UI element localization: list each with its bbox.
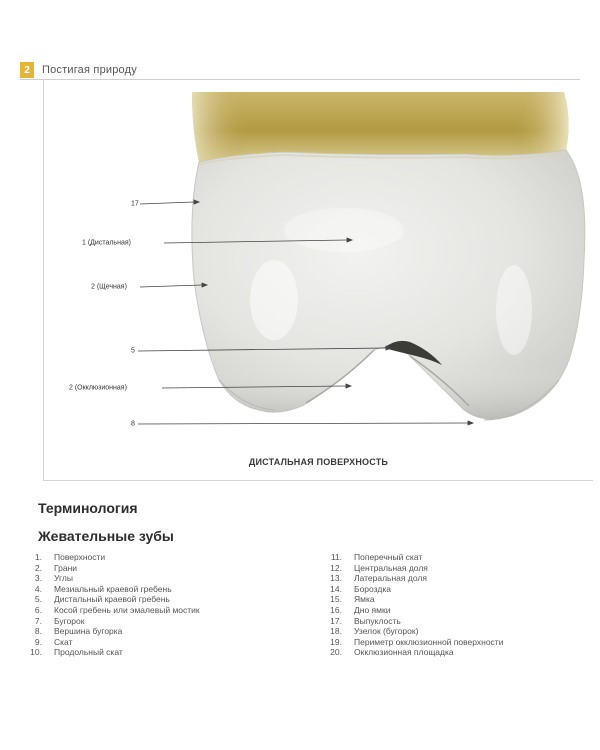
list-item: 5. Дистальный краевой гребень — [34, 594, 170, 605]
list-item: 17. Выпуклость — [330, 615, 401, 626]
running-title: Постигая природу — [42, 64, 137, 76]
tooth-illustration — [44, 80, 593, 480]
list-item: 19. Периметр окклюзионной поверхности — [330, 636, 504, 647]
callout-1-distal: 1 (Дистальная) — [82, 239, 131, 247]
section-subheading: Жевательные зубы — [38, 528, 174, 544]
terms-list-left — [20, 552, 200, 658]
list-item: 20. Окклюзионная площадка — [330, 647, 454, 658]
list-item: 8. Вершина бугорка — [34, 626, 123, 637]
section-heading: Терминология — [38, 500, 138, 516]
list-item: 11. Поперечный скат — [330, 552, 423, 562]
list-item: 9. Скат — [34, 636, 73, 647]
list-item: 14. Бороздка — [330, 583, 391, 594]
list-item: 7. Бугорок — [34, 615, 85, 626]
callout-2-buccal: 2 (Щечная) — [91, 283, 127, 291]
callout-8: 8 — [131, 420, 135, 428]
list-item: 18. Узелок (бугорок) — [330, 626, 419, 637]
list-item: 1. Поверхности — [34, 552, 106, 562]
list-item: 6. Косой гребень или эмалевый мостик — [34, 604, 200, 615]
list-item: 4. Мезиальный краевой гребень — [34, 583, 172, 594]
list-item: 2. Грани — [34, 562, 78, 573]
callout-17: 17 — [131, 200, 139, 208]
running-header — [20, 62, 580, 78]
callout-5: 5 — [131, 347, 135, 355]
callout-2-occlusal: 2 (Окклюзионная) — [69, 384, 127, 392]
list-item: 13. Латеральная доля — [330, 573, 427, 584]
list-item: 15. Ямка — [330, 594, 375, 605]
list-item: 16. Дно ямки — [330, 604, 391, 615]
tooth-figure — [43, 80, 593, 481]
list-item: 3. Углы — [34, 573, 74, 584]
list-item: 12. Центральная доля — [330, 562, 428, 573]
figure-caption: ДИСТАЛЬНАЯ ПОВЕРХНОСТЬ — [248, 457, 389, 467]
terms-list-right — [320, 552, 503, 658]
page-number: 2 — [20, 62, 34, 78]
list-item: 10. Продольный скат — [30, 647, 123, 658]
